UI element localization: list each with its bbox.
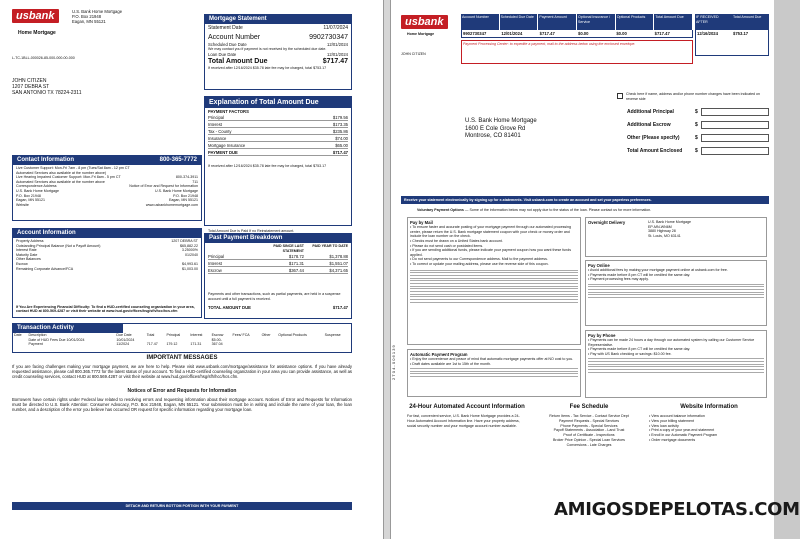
pay-by-mail-item: • To correct or update your mailing address, please use the reverse side of this coupon. xyxy=(410,261,549,266)
paid-ytd-value: $1,551.07 xyxy=(329,260,348,266)
fee-item: Broker Price Opinion - Special Loan Services xyxy=(553,437,625,442)
transaction-header: Fees/ FCA xyxy=(232,333,250,337)
messages-title: IMPORTANT MESSAGES xyxy=(146,355,218,361)
explanation-value: $173.35 xyxy=(332,121,348,127)
fee-item: Proof of Certificate - Inspections xyxy=(563,433,615,438)
dollar-sign: $ xyxy=(695,109,698,115)
pay-by-mail-box xyxy=(407,217,581,345)
transaction-header: Due Date xyxy=(116,333,132,337)
transaction-cell xyxy=(261,342,278,347)
page-gutter xyxy=(383,0,391,539)
automated-info-col xyxy=(407,404,527,428)
transaction-cell: Payment xyxy=(28,342,43,347)
automatic-box xyxy=(407,349,581,397)
voluntary-title: Voluntary Payment Options xyxy=(417,208,464,212)
pay-by-mail-item: • To ensure faster and accurate posting of your mortgage payment through our automated processing center, please return the U.S. Bank mortgage statement coupon with your check or money order and include the loan number on the check. xyxy=(410,225,572,239)
transaction-cell: $5.00- xyxy=(211,337,222,342)
pay-online-item: • Payments made before 8 pm CT will be credited the same day. xyxy=(588,272,691,277)
statement-page-coupon xyxy=(391,0,774,539)
overnight-address: U.S. Bank Home Mortgage EP-MN-WN6M 3880 Highway 28 St. Louis, MO 63141 xyxy=(648,220,691,238)
account-info-value: 1207 DEBRA ST xyxy=(171,239,198,243)
barcode-text: L-TC-1BLL-000026-85-000-000-00-000 xyxy=(12,56,75,60)
account-info-value: 01/2040 xyxy=(185,252,198,257)
explanation-row xyxy=(208,142,348,149)
past-payment-label: Principal xyxy=(208,253,225,259)
transaction-cell xyxy=(232,342,261,347)
coupon-table xyxy=(461,14,693,64)
usbank-logo: usbank xyxy=(12,9,59,23)
address-change-row[interactable] xyxy=(617,92,767,101)
usbank-logo-coupon: usbank xyxy=(401,15,448,29)
website-item: • View account balance information xyxy=(649,414,705,418)
account-info-value: 3.25000% xyxy=(181,248,198,253)
past-payment-label: Interest xyxy=(208,260,222,266)
contact-label: Website xyxy=(16,202,29,207)
coupon-value: $717.47 xyxy=(539,31,555,36)
coupon-value: $0.00 xyxy=(577,31,589,36)
transaction-header: Principal xyxy=(166,333,181,337)
payment-field-row xyxy=(627,134,769,142)
suspense-note: Payments and other transactions, such as partial payments, are held in a suspense account until a full payment is received. xyxy=(208,292,341,301)
transaction-cell: 367.04 xyxy=(211,342,223,347)
contact-label: U.S. Bank Home Mortgage xyxy=(16,188,59,193)
side-code: 2 T 0 4 - 0 0 6 1 3 9 xyxy=(391,345,396,380)
pay-by-phone-item: • Payments can be made 24 hours a day through our automated system by calling our Customer Service Representative. xyxy=(588,338,755,347)
website-item: • Enroll in our Automatic Payment Program xyxy=(649,433,718,438)
transaction-header: Escrow xyxy=(211,333,224,337)
payment-field-label: Total Amount Enclosed xyxy=(627,148,683,154)
paid-ytd-value: $4,371.65 xyxy=(329,267,348,273)
total-due-label: Total Amount Due xyxy=(208,58,268,65)
coupon-header: Total Amount Due xyxy=(654,14,693,30)
payment-field-input[interactable] xyxy=(701,108,769,116)
explanation-row xyxy=(208,149,348,156)
pay-online-title: Pay Online xyxy=(588,263,610,268)
account-info-value: $4,993.61 xyxy=(182,261,198,266)
transaction-cell xyxy=(13,342,28,347)
contact-row xyxy=(16,203,198,208)
payment-fields xyxy=(627,108,769,160)
contact-value: 711 xyxy=(192,179,198,184)
fee-item: Conversions - Late Charges xyxy=(566,442,612,447)
coupon-header: Account Number xyxy=(461,14,500,30)
transaction-cell: Date of HUD Fees Due 10/01/2024 xyxy=(28,337,85,342)
transaction-row xyxy=(13,342,351,347)
past-payment-title: Past Payment Breakdown xyxy=(205,234,351,243)
fee-schedule-title: Fee Schedule xyxy=(569,404,609,410)
address-change-checkbox[interactable] xyxy=(617,93,623,99)
explanation-row xyxy=(208,114,348,121)
contact-title: Contact Information xyxy=(17,157,74,163)
contact-value: 800-374-3911 xyxy=(175,175,198,180)
late-header-date: IF RECEIVED AFTER xyxy=(696,15,719,24)
paid-since-value: $178.72 xyxy=(288,253,304,259)
explanation-row xyxy=(208,121,348,128)
account-info-label: Remaining Corporate Advance/FCA xyxy=(16,266,74,271)
contact-phone: 800-365-7772 xyxy=(159,157,197,163)
statement-page-front xyxy=(0,0,383,539)
coupon-value: 9902730347 xyxy=(463,31,487,36)
account-info-label: Other Balances xyxy=(16,257,41,262)
paid-ytd-value: $1,378.88 xyxy=(329,253,348,259)
explanation-box xyxy=(204,96,352,233)
late-header-total: Total Amount Due xyxy=(733,15,762,19)
automated-info-title: 24-Hour Automated Account Information xyxy=(409,404,525,410)
account-info-title: Account Information xyxy=(13,229,201,238)
explanation-label: Mortgage Insurance xyxy=(208,142,246,148)
late-fee-note: If received after 12/16/2024 $35.78 late fee may be charged, total $753.17 xyxy=(208,66,327,70)
explanation-value: $74.00 xyxy=(335,135,348,141)
transaction-cell: 171.31 xyxy=(190,342,202,347)
contact-label: Eagan, MN 55121 xyxy=(16,198,45,203)
past-payment-row xyxy=(208,253,348,260)
transaction-header: Suspense xyxy=(324,333,341,337)
detach-footer: DETACH AND RETURN BOTTOM PORTION WITH YOUR PAYMENT xyxy=(12,502,352,510)
coupon-header: Optional Insurance / Service xyxy=(577,14,616,30)
explanation-label: Tax - County xyxy=(208,128,232,134)
fee-item: Payoff Statements - Association - Land Trust xyxy=(553,428,625,433)
account-info-row xyxy=(16,267,198,272)
explanation-label: Interest xyxy=(208,121,222,127)
pay-by-mail-item: • If you are sending additional funds, please indicate your payment coupon how you want these funds applied. xyxy=(410,248,572,257)
transaction-header: Date xyxy=(14,333,22,337)
pay-by-mail-title: Pay by Mail xyxy=(410,220,433,225)
payment-factors-label: PAYMENT FACTORS xyxy=(208,109,249,114)
transaction-cell: 11/2024 xyxy=(116,342,130,347)
transaction-title: Transaction Activity xyxy=(13,324,123,333)
explanation-value: $717.47 xyxy=(332,149,348,155)
transaction-box xyxy=(12,323,352,353)
contact-notice: We may contact you if payment is not received by the scheduled due date. xyxy=(208,47,327,52)
estatement-banner[interactable]: Receive your statement electronically by signing up for e-statements. Visit usbank.com to create an account and set your paperless preferences. xyxy=(401,196,769,204)
contact-box xyxy=(12,155,202,221)
contact-value: U.S. Bank Home Mortgage xyxy=(155,188,198,193)
payment-field-label: Additional Escrow xyxy=(627,122,671,128)
fee-schedule-col xyxy=(529,404,649,448)
payment-field-row xyxy=(627,108,769,116)
contact-value: Eagan, MN 55121 xyxy=(169,198,198,203)
paid-ytd-label: PAID YEAR TO DATE xyxy=(312,244,348,248)
account-number: 9902730347 xyxy=(309,34,348,41)
late-date: 12/16/2024 xyxy=(697,31,718,36)
transaction-cell: 10/01/2024 xyxy=(116,337,135,342)
contact-header xyxy=(13,156,201,165)
automatic-item: • Enjoy the convenience and peace of mind that automatic mortgage payments offer at NO cost to you. xyxy=(410,357,574,362)
bank-address: U.S. Bank Home Mortgage P.O. Box 21948 Eagan, MN 55121 xyxy=(72,9,123,25)
scheduled-due-label: Scheduled Due Date xyxy=(208,42,247,47)
statement-date: 11/07/2024 xyxy=(323,25,348,31)
past-payment-row xyxy=(208,267,348,274)
messages-body: If you are facing challenges making your mortgage payment, we are here to help. Please visit www.usbank.com/mortgage/assistance for assistance options. If you have already requested assistance, please call 800.365.7772 for the latest status of your account. To find a HUD-certified counseling organization in your area you can provide assistance, as well as credit counseling services, contact HUD at 800.569.4287 or visit their website at www.hud.gov/offices/hsg/sfh/hcc/hcs.cfm. xyxy=(12,364,353,380)
pay-by-phone-item: • Pay with US Bank checking or savings: $10.00 fee. xyxy=(588,351,672,356)
pay-by-mail-item: • Checks must be drawn on a United States bank account. xyxy=(410,238,503,243)
transaction-cell: 717.47 xyxy=(146,342,158,347)
website-item: • Print a copy of your year-end statement xyxy=(649,428,715,433)
watermark: AMIGOSDEPELOTAS.COM xyxy=(554,499,800,520)
transaction-header: Total xyxy=(146,333,155,337)
automatic-item: • Draft dates available are 1st to 15th of the month. xyxy=(410,361,491,366)
payment-field-input[interactable] xyxy=(701,121,769,129)
statement-date-label: Statement Date xyxy=(208,25,243,31)
contact-value: www.usbankhomemortgage.com xyxy=(145,202,198,207)
past-payment-label: Escrow xyxy=(208,267,222,273)
automated-info-body: For fast, convenient service, U.S. Bank Home Mortgage provides a 24-Hour Automated Account Information line. Have your property address, social security number and your mortgage account number available. xyxy=(407,414,520,428)
past-total-label: TOTAL AMOUNT DUE xyxy=(208,305,251,311)
payee-address: U.S. Bank Home Mortgage 1600 E Cole Grove Rd Montrose, CO 81401 xyxy=(465,118,537,139)
coupon-value: $717.47 xyxy=(654,31,670,36)
fee-item: Payment Requests - Special Services xyxy=(558,418,620,423)
overnight-box xyxy=(585,217,767,257)
pay-online-box xyxy=(585,260,767,326)
partial-note: Total Amount Due is Paid If no Reinstatement amount. xyxy=(208,228,295,233)
statement-title: Mortgage Statement xyxy=(205,15,351,24)
customer-address: JOHN CITIZEN 1207 DEBRA ST SAN ANTONIO TX 78224-2311 xyxy=(12,78,82,96)
payment-field-input[interactable] xyxy=(701,134,769,142)
transaction-cell: 179.12 xyxy=(166,342,178,347)
notice-title: Notices of Error and Requests for Information xyxy=(127,387,237,394)
fee-item: Return Items - Tax Service - Contact Service Dept xyxy=(549,414,629,418)
contact-value: P.O. Box 21948 xyxy=(173,193,198,198)
hardship-note: If You Are Experiencing Financial Difficulty: To find a HUD-certified counseling organization in your area, contact HUD at 800-569-4287 or visit their website at www.hud.gov/offices/hsg/sfh/hcc/hcs.cfm xyxy=(16,304,195,314)
coupon-value: $0.00 xyxy=(616,31,627,36)
explanation-title: Explanation of Total Amount Due xyxy=(205,97,351,108)
explanation-value: $65.00 xyxy=(335,142,348,148)
transaction-table xyxy=(13,333,351,347)
contact-label: Correspondence Address xyxy=(16,184,57,189)
voluntary-intro-row: Voluntary Payment Options — Some of the information below may not apply due to the status of the loan. Please contact us for more information. xyxy=(417,208,652,212)
dollar-sign: $ xyxy=(695,122,698,128)
messages-section xyxy=(12,355,352,500)
account-info-value: $65,882.22 xyxy=(180,243,198,248)
overnight-title: Overnight Delivery xyxy=(588,220,626,225)
account-info-label: Escrow xyxy=(16,261,28,266)
dollar-sign: $ xyxy=(695,148,698,154)
paid-since-label: PAID SINCE LAST STATEMENT xyxy=(273,244,304,253)
account-info-label: Maturity Date xyxy=(16,252,38,257)
transaction-header: Other xyxy=(261,333,271,337)
explanation-late-note: If received after 12/16/2024 $35.78 late fee may be charged, total $753.17 xyxy=(208,164,327,169)
pay-by-mail-item: • Please do not send cash or postdated items. xyxy=(410,243,484,248)
payment-field-input[interactable] xyxy=(701,147,769,155)
account-number-label: Account Number xyxy=(208,34,261,41)
home-mortgage-label: Home Mortgage xyxy=(18,30,56,36)
past-payment-row xyxy=(208,260,348,267)
pay-by-phone-item: • Payments made before 8 pm CT will be credited the same day. xyxy=(588,347,691,352)
explanation-row xyxy=(208,128,348,135)
payment-field-label: Additional Principal xyxy=(627,109,674,115)
coupon-header: Payment Amount xyxy=(538,14,577,30)
automatic-title: Automatic Payment Program xyxy=(410,352,468,357)
past-total-value: $717.47 xyxy=(332,305,348,311)
explanation-value: $235.86 xyxy=(332,128,348,134)
red-notice: Payment Processing Center: to expedite a payment, mail to the address below using the enclosed envelope. xyxy=(461,40,693,64)
loan-due-label: Loan Due Date xyxy=(208,51,237,57)
late-total: $753.17 xyxy=(733,31,749,36)
loan-due: 12/01/2024 xyxy=(327,51,348,57)
contact-label: Automated Services also available at the number above xyxy=(16,179,105,184)
contact-label: P.O. Box 21948 xyxy=(16,193,41,198)
transaction-header: Interest xyxy=(190,333,203,337)
coupon-header: Scheduled Due Date xyxy=(500,14,539,30)
home-mortgage-label-coupon: Home Mortgage xyxy=(407,32,435,36)
scheduled-due: 12/01/2024 xyxy=(327,42,348,47)
account-info-label: Outstanding Principal Balance (Not a Payoff Amount) xyxy=(16,243,101,248)
account-info-box xyxy=(12,228,202,318)
mortgage-statement-box xyxy=(204,14,352,90)
contact-row xyxy=(16,166,198,175)
website-item: • View loan activity xyxy=(649,423,679,428)
transaction-cell xyxy=(277,342,323,347)
paid-since-value: $367.44 xyxy=(288,267,304,273)
coupon-customer-name: JOHN CITIZEN xyxy=(401,52,426,56)
account-info-label: Interest Rate xyxy=(16,248,37,253)
account-info-value: $1,003.00 xyxy=(182,266,198,271)
explanation-label: PAYMENT DUE xyxy=(208,149,238,155)
explanation-label: Insurance xyxy=(208,135,227,141)
payment-field-row xyxy=(627,121,769,129)
total-due: $717.47 xyxy=(322,58,348,65)
explanation-row xyxy=(208,135,348,142)
pay-by-phone-box xyxy=(585,330,767,398)
contact-label: Live Hearing Impaired Customer Support: Mon-Fri 8am - 5 pm CT xyxy=(16,175,121,180)
contact-label: Live Customer Support: Mon-Fri 7am - 8 pm (Tues/Sat 8am - 12 pm CT Automated Services also available at the number above) xyxy=(16,166,130,175)
notice-body: Borrowers have certain rights under Federal law related to resolving errors and requesting information about their mortgage account. Notices of Error and Requests for Information must be directed to U.S. Bank Attention: Consumer Advocacy, P.O. Box 21948, Eagan, MN 55121. Your submission must be in writing and include the name of your loan, the loan number, and a description of the error you believe has occurred OR request for specific information regarding your mortgage loan. xyxy=(12,396,352,413)
paid-since-value: $171.31 xyxy=(288,260,304,266)
transaction-cell xyxy=(324,342,351,347)
transaction-header: Optional Products xyxy=(278,333,307,337)
pay-online-item: • Payment processing fees may apply. xyxy=(588,277,649,282)
past-payment-box xyxy=(204,233,352,319)
late-table xyxy=(695,14,769,56)
website-item: • Order mortgage documents xyxy=(649,437,696,442)
coupon-header: Optional Products xyxy=(616,14,655,30)
coupon-value: 12/01/2024 xyxy=(501,31,523,36)
fee-item: Phone Payments - Special Services xyxy=(560,423,618,428)
explanation-value: $179.56 xyxy=(332,114,348,120)
website-col xyxy=(649,404,769,443)
explanation-label: Principal xyxy=(208,114,225,120)
transaction-header: Description xyxy=(28,333,47,337)
voluntary-intro: Some of the information below may not apply due to the status of the loan. Please contact us for more information. xyxy=(469,208,652,212)
payment-field-label: Other (Please specify) xyxy=(627,135,680,141)
website-item: • View your billing statement xyxy=(649,418,694,423)
pay-online-item: • Avoid additional fees by making your mortgage payment online at usbank.com for free. xyxy=(588,268,728,273)
dollar-sign: $ xyxy=(695,135,698,141)
contact-value: Notice of Error and Request for Information xyxy=(129,184,198,189)
pay-by-phone-title: Pay by Phone xyxy=(588,333,616,338)
website-title: Website Information xyxy=(680,404,738,410)
address-change-label: Check here if name, address and/or phone number changes have been indicated on reverse side xyxy=(626,92,761,101)
payment-field-row xyxy=(627,147,769,155)
account-info-label: Property Address xyxy=(16,239,44,243)
pay-by-mail-item: • Do not send payments to our Correspondence address. Mail to the payment address. xyxy=(410,257,548,262)
